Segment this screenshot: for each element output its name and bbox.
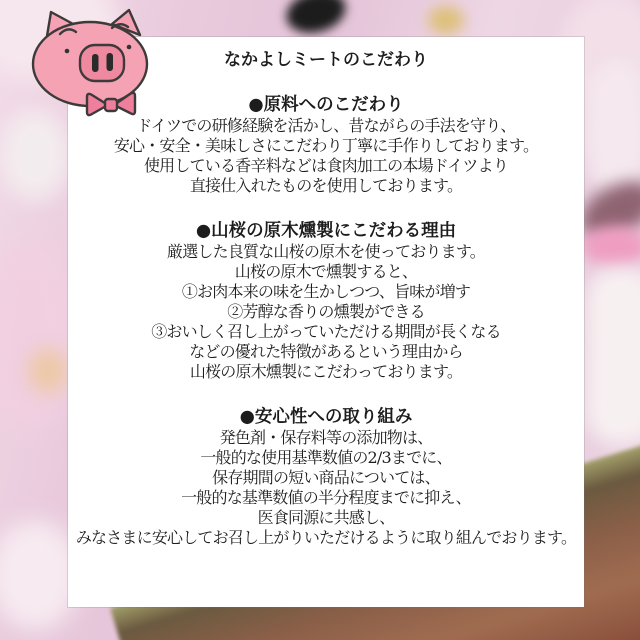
text-line: 一般的な基準数値の半分程度までに抑え、 [181,488,471,507]
text-line: 安心・安全・美味しさにこだわり丁寧に手作りしております。 [113,136,539,155]
section-heading: ●原料へのこだわり [248,95,404,115]
pig-left-nostril [92,54,99,72]
text-line: 直接仕入れたものを使用しております。 [189,176,463,195]
pale-blossom-strip [586,268,640,443]
pig-left-eye [65,49,70,54]
pig-icon [26,8,164,124]
section-2 [68,220,584,382]
text-line: 使用している香辛料などは食肉加工の本場ドイツより [143,156,508,175]
text-line: ③おいしく召し上がっていただける期間が長くなる [151,322,501,341]
text-line: 一般的な使用基準数値の2/3までに、 [200,448,452,467]
page-title: なかよしミートのこだわり [224,50,428,70]
text-line: 医食同源に共感し、 [257,508,395,527]
text-line: 発色剤・保存料等の添加物は、 [219,428,433,447]
text-line: ドイツでの研修経験を活かし、昔ながらの手法を守り、 [136,116,516,135]
pig-right-nostril [107,53,114,71]
content-sections [68,94,584,548]
yellow-blossom-spot [428,6,464,34]
text-line: 山桜の原木燻製にこだわっております。 [189,362,463,381]
text-line: 山桜の原木で燻製すると、 [234,262,418,281]
bright-pink-blossom [582,226,640,266]
pig-right-eye [127,45,132,50]
text-line: ①お肉本来の味を生かしつつ、旨味が増す [181,282,471,301]
sakura-blur-left-peach [28,348,68,394]
pig-snout [80,45,124,81]
text-line: 厳選した良質な山桜の原木を使っております。 [167,242,485,261]
text-line: みなさまに安心してお召し上がりいただけるように取り組んでおります。 [75,528,577,547]
section-3 [68,406,584,548]
section-heading: ●安心性への取り組み [239,407,413,427]
text-line: などの優れた特徴があるという理由から [189,342,463,361]
pig-mascot-illustration [26,8,164,124]
text-line: 保存期間の短い商品については、 [212,468,440,487]
pig-bowtie-knot [105,99,117,111]
text-line: ②芳醇な香りの燻製ができる [227,302,425,321]
section-heading: ●山桜の原木燻製にこだわる理由 [195,221,457,241]
